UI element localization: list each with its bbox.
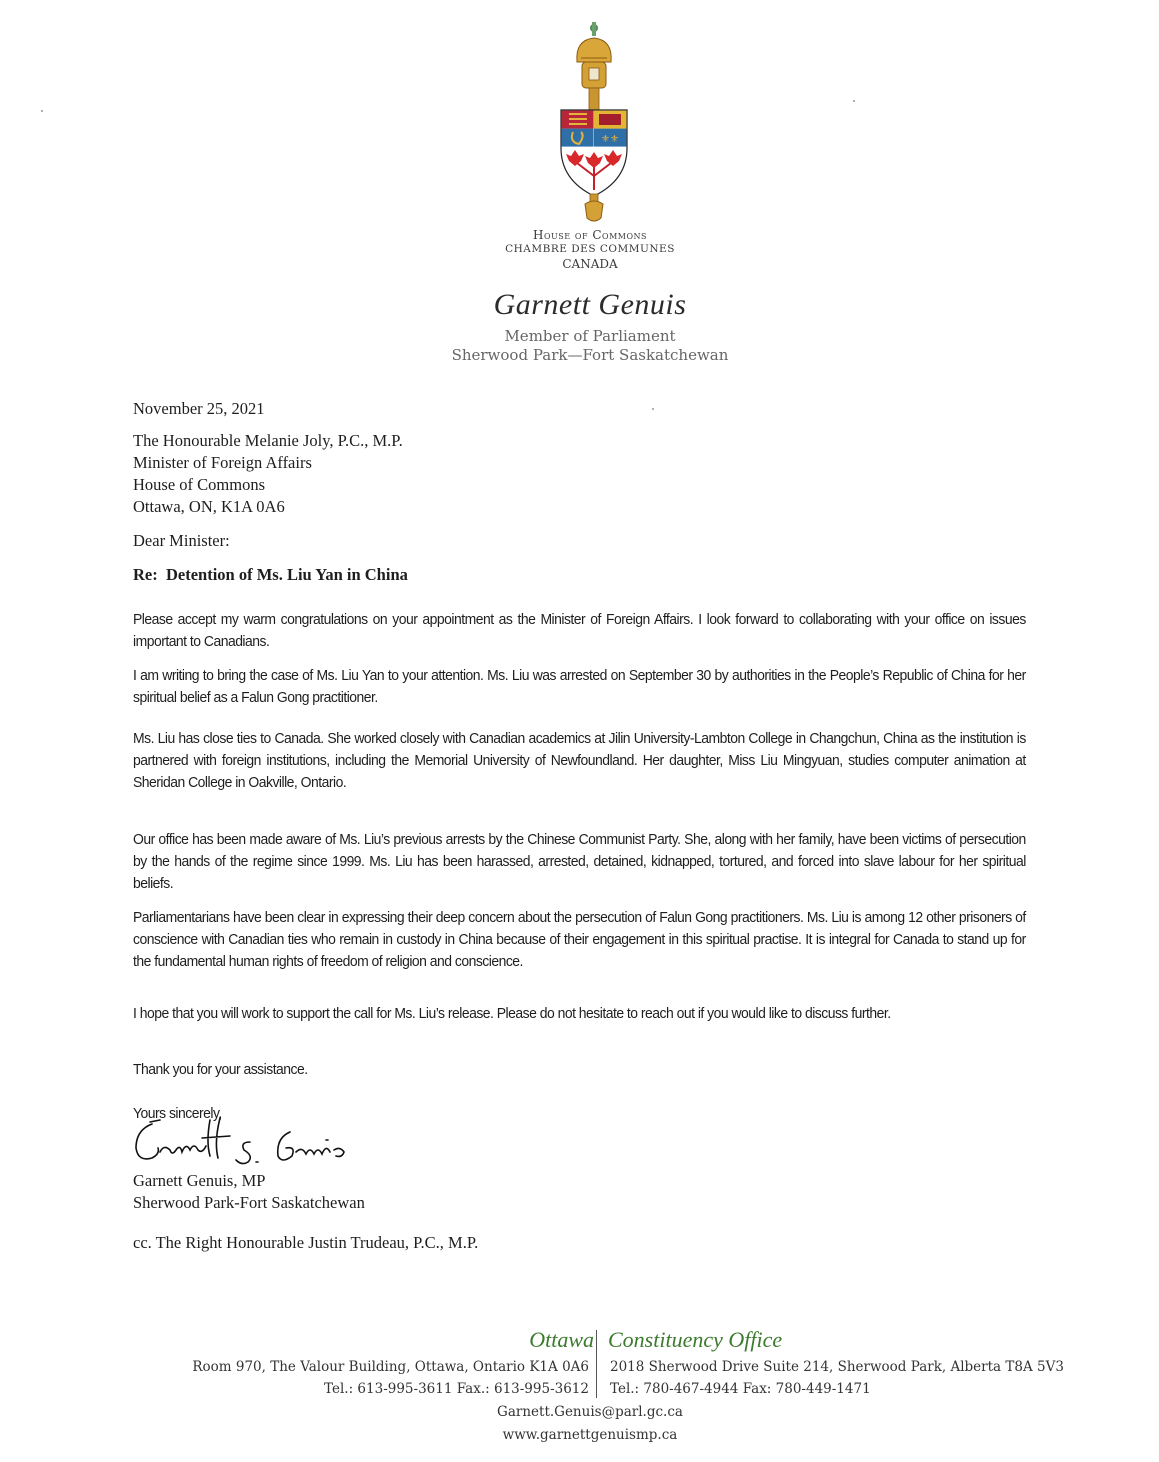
svg-text:⚜⚜: ⚜⚜: [601, 134, 619, 145]
constituency-address: 2018 Sherwood Drive Suite 214, Sherwood Park, Alberta T8A 5V3: [610, 1359, 1064, 1375]
letter-date: November 25, 2021: [133, 399, 265, 418]
scan-speck: [853, 100, 855, 102]
cc-line: cc. The Right Honourable Justin Trudeau, P.C., M.P.: [133, 1233, 479, 1252]
recipient-line: House of Commons: [133, 475, 265, 494]
paragraph: Ms. Liu has close ties to Canada. She worked closely with Canadian academics at Jilin University-Lambton College in Changchun, China as the institution is partnered with foreign institutions, including the Memorial University of Newfoundland. Her daughter, Miss Liu Mingyuan, studies computer animation at Sheridan College in Oakville, Ontario.: [133, 730, 1026, 791]
recipient-line: The Honourable Melanie Joly, P.C., M.P.: [133, 431, 403, 450]
paragraph: Our office has been made aware of Ms. Liu’s previous arrests by the Chinese Communist Party. She, along with her family, have been victims of persecution by the hands of the regime since 1999. Ms. Liu has been harassed, arrested, detained, kidnapped, tortured, and forced into slave labour for her spiritual beliefs.: [133, 831, 1026, 892]
house-of-commons-crest-icon: [553, 18, 635, 224]
mp-name-script: Garnett Genuis: [493, 288, 687, 321]
salutation: Dear Minister:: [133, 531, 230, 550]
handwritten-signature-icon: [130, 1112, 410, 1170]
ottawa-phone: Tel.: 613-995-3611 Fax.: 613-995-3612: [324, 1381, 589, 1397]
paragraph: Thank you for your assistance.: [133, 1061, 308, 1078]
subject-line: Re: Detention of Ms. Liu Yan in China: [133, 565, 408, 584]
constituency-office-label: Constituency Office: [608, 1327, 783, 1352]
paragraph: Parliamentarians have been clear in expressing their deep concern about the persecution of Falun Gong practitioners. Ms. Liu is among 12 other prisoners of conscience with Canadian ties who remain in custody in China because of their engagement in this spiritual practise. It is integral for Canada to stand up for the fundamental human rights of freedom of religion and conscience.: [133, 909, 1026, 970]
mp-riding: Sherwood Park—Fort Saskatchewan: [451, 346, 729, 364]
signer-block: [133, 1170, 1025, 1214]
house-of-commons-label: House of Commons: [533, 228, 647, 242]
signer-riding: Sherwood Park-Fort Saskatchewan: [133, 1193, 365, 1212]
website-link[interactable]: www.garnettgenuismp.ca: [502, 1427, 678, 1443]
scan-speck: [652, 408, 654, 410]
closing: Yours sincerely,: [133, 1105, 222, 1122]
paragraph: Please accept my warm congratulations on your appointment as the Minister of Foreign Affairs. I look forward to collaborating with your office on issues important to Canadians.: [133, 611, 1026, 650]
email-link[interactable]: Garnett.Genuis@parl.gc.ca: [497, 1404, 683, 1420]
signer-name: Garnett Genuis, MP: [133, 1171, 266, 1190]
recipient-block: [133, 430, 1025, 518]
scan-speck: [41, 110, 43, 112]
recipient-line: Ottawa, ON, K1A 0A6: [133, 497, 285, 516]
footer-divider: [596, 1330, 597, 1398]
ottawa-office-label: Ottawa: [529, 1327, 594, 1352]
constituency-phone: Tel.: 780-467-4944 Fax: 780-449-1471: [610, 1381, 871, 1397]
paragraph: I am writing to bring the case of Ms. Liu Yan to your attention. Ms. Liu was arrested on September 30 by authorities in the People’s Republic of China for her spiritual belief as a Falun Gong practitioner.: [133, 667, 1026, 706]
ottawa-address: Room 970, The Valour Building, Ottawa, Ontario K1A 0A6: [192, 1359, 589, 1375]
mp-title: Member of Parliament: [504, 327, 676, 345]
paragraph: I hope that you will work to support the call for Ms. Liu’s release. Please do not hesitate to reach out if you would like to discuss further.: [133, 1005, 891, 1022]
chambre-des-communes-label: CHAMBRE DES COMMUNES: [505, 243, 675, 255]
canada-label: CANADA: [562, 257, 618, 271]
recipient-line: Minister of Foreign Affairs: [133, 453, 312, 472]
